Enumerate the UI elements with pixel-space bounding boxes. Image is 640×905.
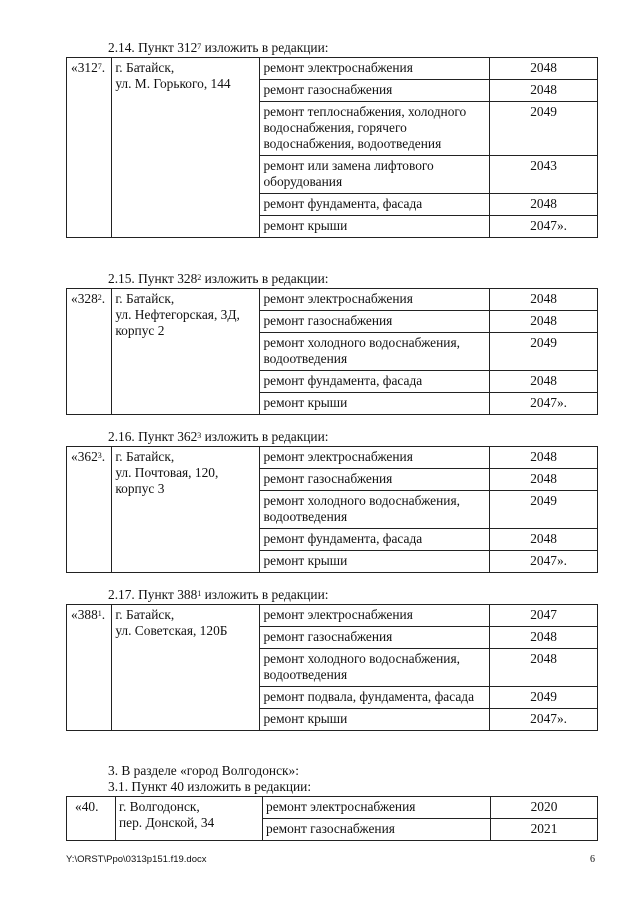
section-heading-3-1: 3.1. Пункт 40 изложить в редакции: [108, 779, 312, 794]
work-cell: ремонт электроснабжения [260, 58, 490, 80]
work-cell: ремонт крыши [260, 551, 490, 573]
year-cell: 2049 [490, 102, 598, 156]
work-cell: ремонт холодного водоснабжения, водоотведения [260, 333, 490, 371]
page-number: 6 [590, 854, 595, 865]
year-cell: 2047». [490, 216, 598, 238]
section-table-40 [66, 796, 598, 841]
year-cell: 2048 [490, 447, 598, 469]
work-cell: ремонт электроснабжения [260, 605, 490, 627]
work-cell: ремонт фундамента, фасада [260, 371, 490, 393]
work-cell: ремонт газоснабжения [260, 627, 490, 649]
work-cell: ремонт газоснабжения [263, 819, 491, 841]
year-cell: 2048 [490, 371, 598, 393]
work-cell: ремонт холодного водоснабжения, водоотведения [260, 491, 490, 529]
section-table-388 [66, 604, 598, 731]
work-cell: ремонт газоснабжения [260, 80, 490, 102]
year-cell: 2048 [490, 80, 598, 102]
section-table-312 [66, 57, 598, 238]
year-cell: 2049 [490, 333, 598, 371]
work-cell: ремонт крыши [260, 709, 490, 731]
table-row [67, 58, 598, 80]
year-cell: 2047». [490, 709, 598, 731]
work-cell: ремонт крыши [260, 216, 490, 238]
year-cell: 2049 [490, 687, 598, 709]
year-cell: 2049 [490, 491, 598, 529]
footer-file-path: Y:\ORST\Ppo\0313p151.f19.docx [66, 854, 207, 865]
year-cell: 2047 [490, 605, 598, 627]
year-cell: 2048 [490, 58, 598, 80]
year-cell: 2048 [490, 649, 598, 687]
table-row [67, 797, 598, 819]
table-row [67, 447, 598, 469]
work-cell: ремонт подвала, фундамента, фасада [260, 687, 490, 709]
address-cell: г. Батайск, ул. Советская, 120Б [112, 605, 260, 731]
year-cell: 2020 [491, 797, 598, 819]
year-cell: 2048 [490, 289, 598, 311]
work-cell: ремонт газоснабжения [260, 469, 490, 491]
item-number-cell: «$328^2$. [67, 289, 112, 415]
work-cell: ремонт теплоснабжения, холодного водоснабжения, горячего водоснабжения, водоотведения [260, 102, 490, 156]
year-cell: 2047». [490, 393, 598, 415]
section-heading-2-15: 2.15. Пункт $328^2$ изложить в редакции: [108, 271, 329, 286]
work-cell: ремонт крыши [260, 393, 490, 415]
work-cell: ремонт электроснабжения [260, 447, 490, 469]
address-cell: г. Батайск, ул. М. Горького, 144 [112, 58, 260, 238]
section-heading-2-16: 2.16. Пункт $362^3$ изложить в редакции: [108, 429, 329, 444]
address-cell: г. Волгодонск, пер. Донской, 34 [116, 797, 263, 841]
section-heading-2-17: 2.17. Пункт $388^1$ изложить в редакции: [108, 587, 329, 602]
section-heading-2-14: 2.14. Пункт $312^7$ изложить в редакции: [108, 40, 329, 55]
item-number-cell: «$388^1$. [67, 605, 112, 731]
work-cell: ремонт или замена лифтового оборудования [260, 156, 490, 194]
work-cell: ремонт газоснабжения [260, 311, 490, 333]
table-row [67, 289, 598, 311]
section-heading-3: 3. В разделе «город Волгодонск»: [108, 763, 299, 778]
year-cell: 2048 [490, 311, 598, 333]
section-table-362 [66, 446, 598, 573]
item-number-cell: «$312^7$. [67, 58, 112, 238]
item-number-cell: «$362^3$. [67, 447, 112, 573]
address-cell: г. Батайск, ул. Нефтегорская, 3Д, корпус 2 [112, 289, 260, 415]
item-number-cell: «40. [67, 797, 116, 841]
address-cell: г. Батайск, ул. Почтовая, 120, корпус 3 [112, 447, 260, 573]
work-cell: ремонт холодного водоснабжения, водоотведения [260, 649, 490, 687]
year-cell: 2048 [490, 194, 598, 216]
work-cell: ремонт фундамента, фасада [260, 194, 490, 216]
work-cell: ремонт электроснабжения [263, 797, 491, 819]
table-row [67, 605, 598, 627]
year-cell: 2043 [490, 156, 598, 194]
year-cell: 2048 [490, 469, 598, 491]
work-cell: ремонт фундамента, фасада [260, 529, 490, 551]
year-cell: 2048 [490, 627, 598, 649]
year-cell: 2021 [491, 819, 598, 841]
section-table-328 [66, 288, 598, 415]
year-cell: 2048 [490, 529, 598, 551]
work-cell: ремонт электроснабжения [260, 289, 490, 311]
year-cell: 2047». [490, 551, 598, 573]
